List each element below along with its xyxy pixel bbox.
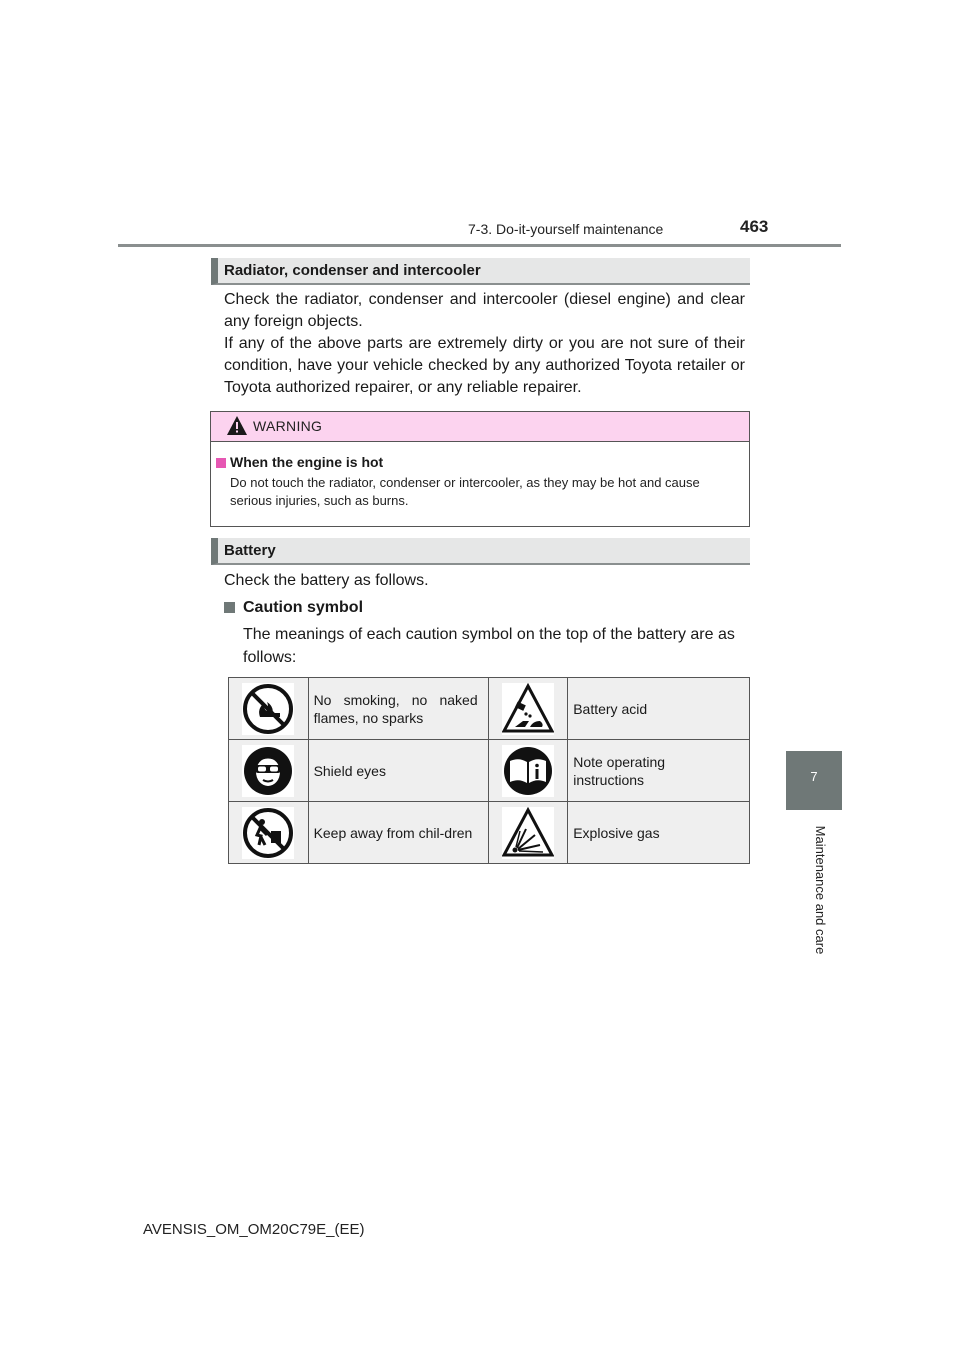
table-row bbox=[229, 678, 750, 740]
chapter-number: 7 bbox=[810, 769, 818, 784]
shield-eyes-label: Shield eyes bbox=[308, 740, 488, 802]
warning-subtitle: When the engine is hot bbox=[230, 454, 384, 470]
table-row bbox=[229, 740, 750, 802]
warning-bullet-icon bbox=[216, 458, 226, 468]
radiator-section-heading: Radiator, condenser and intercooler bbox=[211, 258, 750, 285]
battery-acid-icon bbox=[502, 683, 554, 735]
warning-box bbox=[210, 411, 750, 527]
radiator-paragraph-2: If any of the above parts are extremely dirty or you are not sure of their condition, have your vehicle checked by any authorized Toyota retailer or Toyota authorized repairer, or any reliable repairer. bbox=[224, 335, 745, 396]
battery-section-heading: Battery bbox=[211, 538, 750, 565]
radiator-paragraph-1: Check the radiator, condenser and intercooler (diesel engine) and clear any foreign objects. bbox=[224, 291, 745, 330]
header-divider bbox=[118, 244, 841, 247]
no-smoking-label: No smoking, no naked flames, no sparks bbox=[308, 678, 488, 740]
warning-header bbox=[211, 412, 749, 442]
keep-away-children-label: Keep away from chil-dren bbox=[308, 802, 488, 864]
caution-symbol-table bbox=[228, 677, 750, 864]
operating-instructions-label: Note operating instructions bbox=[568, 740, 750, 802]
caution-bullet-icon bbox=[224, 602, 235, 613]
battery-acid-label: Battery acid bbox=[568, 678, 750, 740]
table-row bbox=[229, 802, 750, 864]
battery-intro: Check the battery as follows. bbox=[224, 572, 429, 589]
warning-title: WARNING bbox=[253, 418, 323, 434]
warning-triangle-icon bbox=[226, 415, 248, 436]
page-number: 463 bbox=[740, 217, 769, 236]
explosive-gas-label: Explosive gas bbox=[568, 802, 750, 864]
chapter-tab[interactable] bbox=[786, 751, 842, 810]
warning-body: Do not touch the radiator, condenser or intercooler, as they may be hot and cause serious injuries, such as burns. bbox=[230, 475, 700, 508]
explosive-gas-icon bbox=[502, 807, 554, 859]
shield-eyes-icon bbox=[242, 745, 294, 797]
operating-instructions-icon bbox=[502, 745, 554, 797]
document-code: AVENSIS_OM_OM20C79E_(EE) bbox=[143, 1221, 365, 1238]
section-title: 7-3. Do-it-yourself maintenance bbox=[468, 221, 664, 237]
chapter-label: Maintenance and care bbox=[813, 825, 828, 955]
caution-text: The meanings of each caution symbol on the top of the battery are as follows: bbox=[243, 626, 735, 666]
keep-away-children-icon bbox=[242, 807, 294, 859]
no-smoking-icon bbox=[242, 683, 294, 735]
caution-heading: Caution symbol bbox=[243, 599, 364, 616]
